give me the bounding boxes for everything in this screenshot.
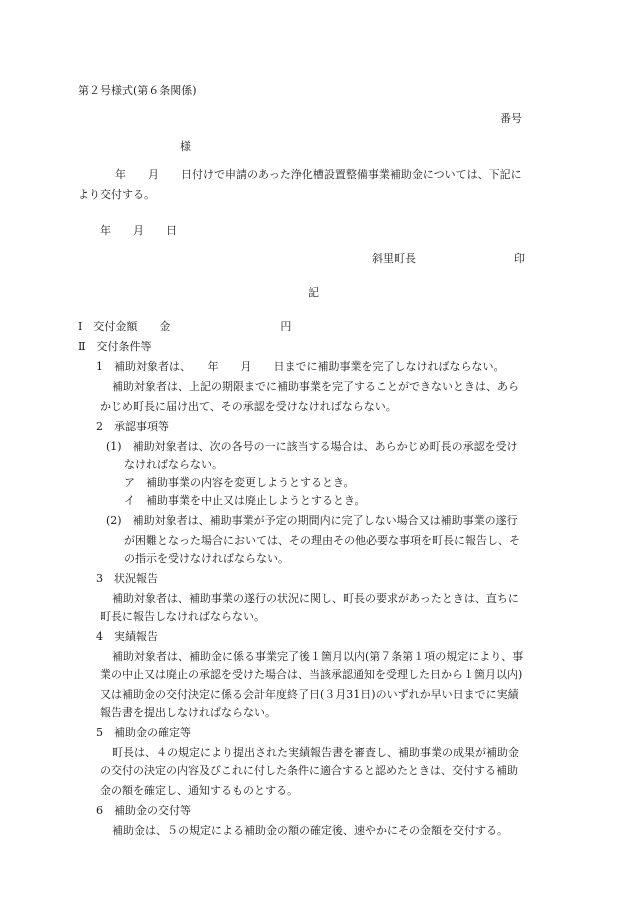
condition-1-text: かじめ町長に届け出て、その承認を受けなければならない。 [100, 400, 397, 413]
issuer: 斜里町長 [372, 252, 416, 265]
number-label: 番号 [500, 112, 522, 125]
form-title: 第２号様式(第６条関係) [78, 84, 197, 97]
condition-3-text: 補助対象者は、補助事業の遂行の状況に関し、町長の要求があったときは、直ちに [112, 592, 519, 605]
condition-4-text: 又は補助金の交付決定に係る会計年度終了日(３月31日)のいずれか早い日までに実績 [100, 688, 519, 701]
condition-4-text: 補助対象者は、補助金に係る事業完了後１箇月以内(第７条第１項の規定により、事 [112, 650, 524, 663]
seal: 印 [514, 252, 525, 265]
item-conditions: Ⅱ 交付条件等 [78, 340, 152, 353]
condition-2-i: イ 補助事業を中止又は廃止しようとするとき。 [124, 494, 366, 507]
condition-2-a: ア 補助事業の内容を変更しようとするとき。 [124, 476, 355, 489]
condition-4-heading: 4 実績報告 [96, 630, 158, 643]
condition-2-2: (2) 補助対象者は、補助事業が予定の期間内に完了しない場合又は補助事業の遂行 [106, 514, 518, 527]
addressee: 様 [180, 140, 191, 153]
condition-2-heading: 2 承認事項等 [96, 420, 169, 433]
condition-5-heading: 5 補助金の確定等 [96, 726, 191, 739]
condition-5-text: 町長は、４の規定により提出された実績報告書を審査し、補助事業の成果が補助金 [112, 746, 519, 759]
intro-line-1: 年 月 日付けで申請のあった浄化槽設置整備事業補助金については、下記に [115, 168, 522, 181]
item-amount: Ⅰ 交付金額 金 円 [78, 320, 292, 333]
condition-2-1-text: なければならない。 [124, 458, 223, 471]
condition-2-2-text: の指示を受けなければならない。 [124, 552, 289, 565]
condition-3-heading: 3 状況報告 [96, 572, 158, 585]
condition-3-text: 町長に報告しなければならない。 [100, 610, 265, 623]
condition-4-text: 報告書を提出しなければならない。 [100, 706, 276, 719]
condition-2-1: (1) 補助対象者は、次の各号の一に該当する場合は、あらかじめ町長の承認を受け [106, 440, 518, 453]
ki-heading: 記 [308, 286, 319, 299]
condition-5-text: 金の額を確定し、通知するものとする。 [100, 784, 298, 797]
date-line: 年 月 日 [100, 224, 177, 237]
condition-1-text: 補助対象者は、上記の期限までに補助事業を完了することができないときは、あら [112, 380, 519, 393]
condition-2-2-text: が困難となった場合においては、その理由その他必要な事項を町長に報告し、そ [124, 534, 520, 547]
condition-6-text: 補助金は、５の規定による補助金の額の確定後、速やかにその金額を交付する。 [112, 824, 508, 837]
condition-4-text: 業の中止又は廃止の承認を受けた場合は、当該承認通知を受理した日から１箇月以内) [100, 668, 523, 681]
condition-6-heading: 6 補助金の交付等 [96, 804, 191, 817]
condition-1: 1 補助対象者は、 年 月 日までに補助事業を完了しなければならない。 [96, 360, 505, 373]
intro-line-2: より交付する。 [78, 188, 155, 201]
condition-5-text: の交付の決定の内容及びこれに付した条件に適合すると認めたときは、交付する補助 [100, 764, 518, 777]
